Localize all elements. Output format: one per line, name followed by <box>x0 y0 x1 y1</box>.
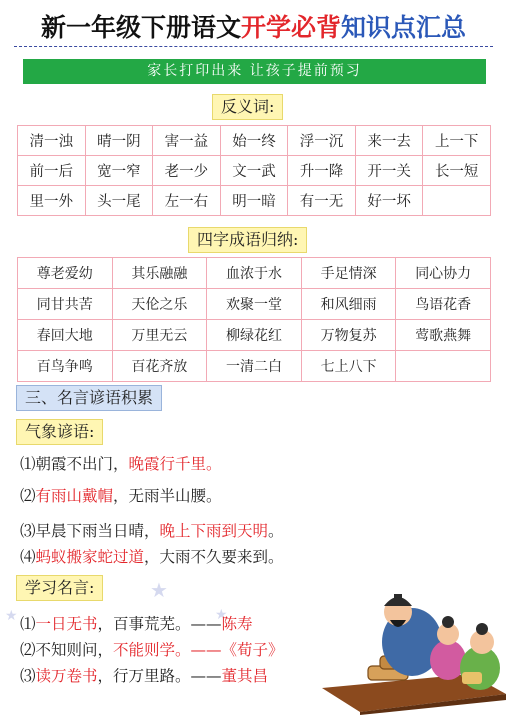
idiom-cell: 一清二白 <box>207 351 302 382</box>
idiom-cell: 手足情深 <box>301 258 396 289</box>
idioms-table <box>17 257 491 382</box>
weather-proverb-4: ⑷蚂蚁搬家蛇过道，大雨不久要来到。 <box>20 548 284 566</box>
idiom-row <box>18 289 491 320</box>
study-quote-2: ⑵不知则问，不能则学。——《荀子》 <box>20 641 284 659</box>
antonym-cell: 清一浊 <box>18 126 86 156</box>
antonym-cell <box>423 186 491 216</box>
antonym-cell: 明一暗 <box>220 186 288 216</box>
idiom-row <box>18 351 491 382</box>
idiom-cell: 尊老爱幼 <box>18 258 113 289</box>
idiom-cell: 和风细雨 <box>301 289 396 320</box>
idiom-row <box>18 258 491 289</box>
weather-proverb-1: ⑴朝霞不出门，晚霞行千里。 <box>20 455 222 473</box>
antonym-row <box>18 156 491 186</box>
antonym-cell: 来一去 <box>355 126 423 156</box>
antonym-cell: 开一关 <box>355 156 423 186</box>
title-part-black: 新一年级下册语文 <box>40 13 241 42</box>
weather-proverb-2: ⑵有雨山戴帽，无雨半山腰。 <box>20 487 222 505</box>
antonyms-heading: 反义词: <box>212 94 283 120</box>
antonym-cell: 好一坏 <box>355 186 423 216</box>
idiom-cell: 同心协力 <box>396 258 491 289</box>
antonym-cell: 头一尾 <box>85 186 153 216</box>
star-icon: ★ <box>150 578 168 602</box>
antonym-cell: 害一益 <box>153 126 221 156</box>
antonym-cell: 文一武 <box>220 156 288 186</box>
idiom-cell: 春回大地 <box>18 320 113 351</box>
idiom-cell <box>396 351 491 382</box>
page-title <box>0 8 507 44</box>
weather-proverb-3: ⑶早晨下雨当日晴，晚上下雨到天明。 <box>20 522 284 540</box>
antonym-cell: 长一短 <box>423 156 491 186</box>
antonym-cell: 有一无 <box>288 186 356 216</box>
idiom-cell: 万物复苏 <box>301 320 396 351</box>
idiom-cell: 其乐融融 <box>112 258 207 289</box>
idiom-cell: 天伦之乐 <box>112 289 207 320</box>
antonym-row <box>18 186 491 216</box>
idiom-cell: 鸟语花香 <box>396 289 491 320</box>
idiom-cell: 莺歌燕舞 <box>396 320 491 351</box>
antonyms-table <box>17 125 491 216</box>
star-icon: ★ <box>5 608 18 624</box>
idioms-heading: 四字成语归纳: <box>188 227 307 253</box>
study-quotes-heading: 学习名言: <box>16 575 103 601</box>
antonym-cell: 前一后 <box>18 156 86 186</box>
idiom-cell: 同甘共苦 <box>18 289 113 320</box>
antonym-row <box>18 126 491 156</box>
green-banner: 家长打印出来 让孩子提前预习 <box>23 59 486 84</box>
idiom-cell: 七上八下 <box>301 351 396 382</box>
idiom-cell: 百鸟争鸣 <box>18 351 113 382</box>
antonym-cell: 里一外 <box>18 186 86 216</box>
study-quote-3: ⑶读万卷书，行万里路。——董其昌 <box>20 667 269 685</box>
idiom-cell: 百花齐放 <box>112 351 207 382</box>
weather-proverbs-heading: 气象谚语: <box>16 419 103 445</box>
title-part-blue: 知识点汇总 <box>341 13 467 42</box>
title-dashed-rule <box>14 46 493 47</box>
idiom-cell: 欢聚一堂 <box>207 289 302 320</box>
antonym-cell: 老一少 <box>153 156 221 186</box>
antonym-cell: 升一降 <box>288 156 356 186</box>
star-icon: ★ <box>215 607 228 623</box>
antonym-cell: 晴一阴 <box>85 126 153 156</box>
antonym-cell: 左一右 <box>153 186 221 216</box>
antonym-cell: 浮一沉 <box>288 126 356 156</box>
idiom-cell: 柳绿花红 <box>207 320 302 351</box>
title-part-red: 开学必背 <box>240 13 341 42</box>
teacher-students-illustration <box>320 590 507 715</box>
idiom-cell: 血浓于水 <box>207 258 302 289</box>
section3-heading: 三、名言谚语积累 <box>16 385 162 411</box>
idiom-row <box>18 320 491 351</box>
antonym-cell: 宽一窄 <box>85 156 153 186</box>
idiom-cell: 万里无云 <box>112 320 207 351</box>
study-quote-1: ⑴一日无书，百事荒芜。——陈寿 <box>20 615 253 633</box>
antonym-cell: 上一下 <box>423 126 491 156</box>
antonym-cell: 始一终 <box>220 126 288 156</box>
